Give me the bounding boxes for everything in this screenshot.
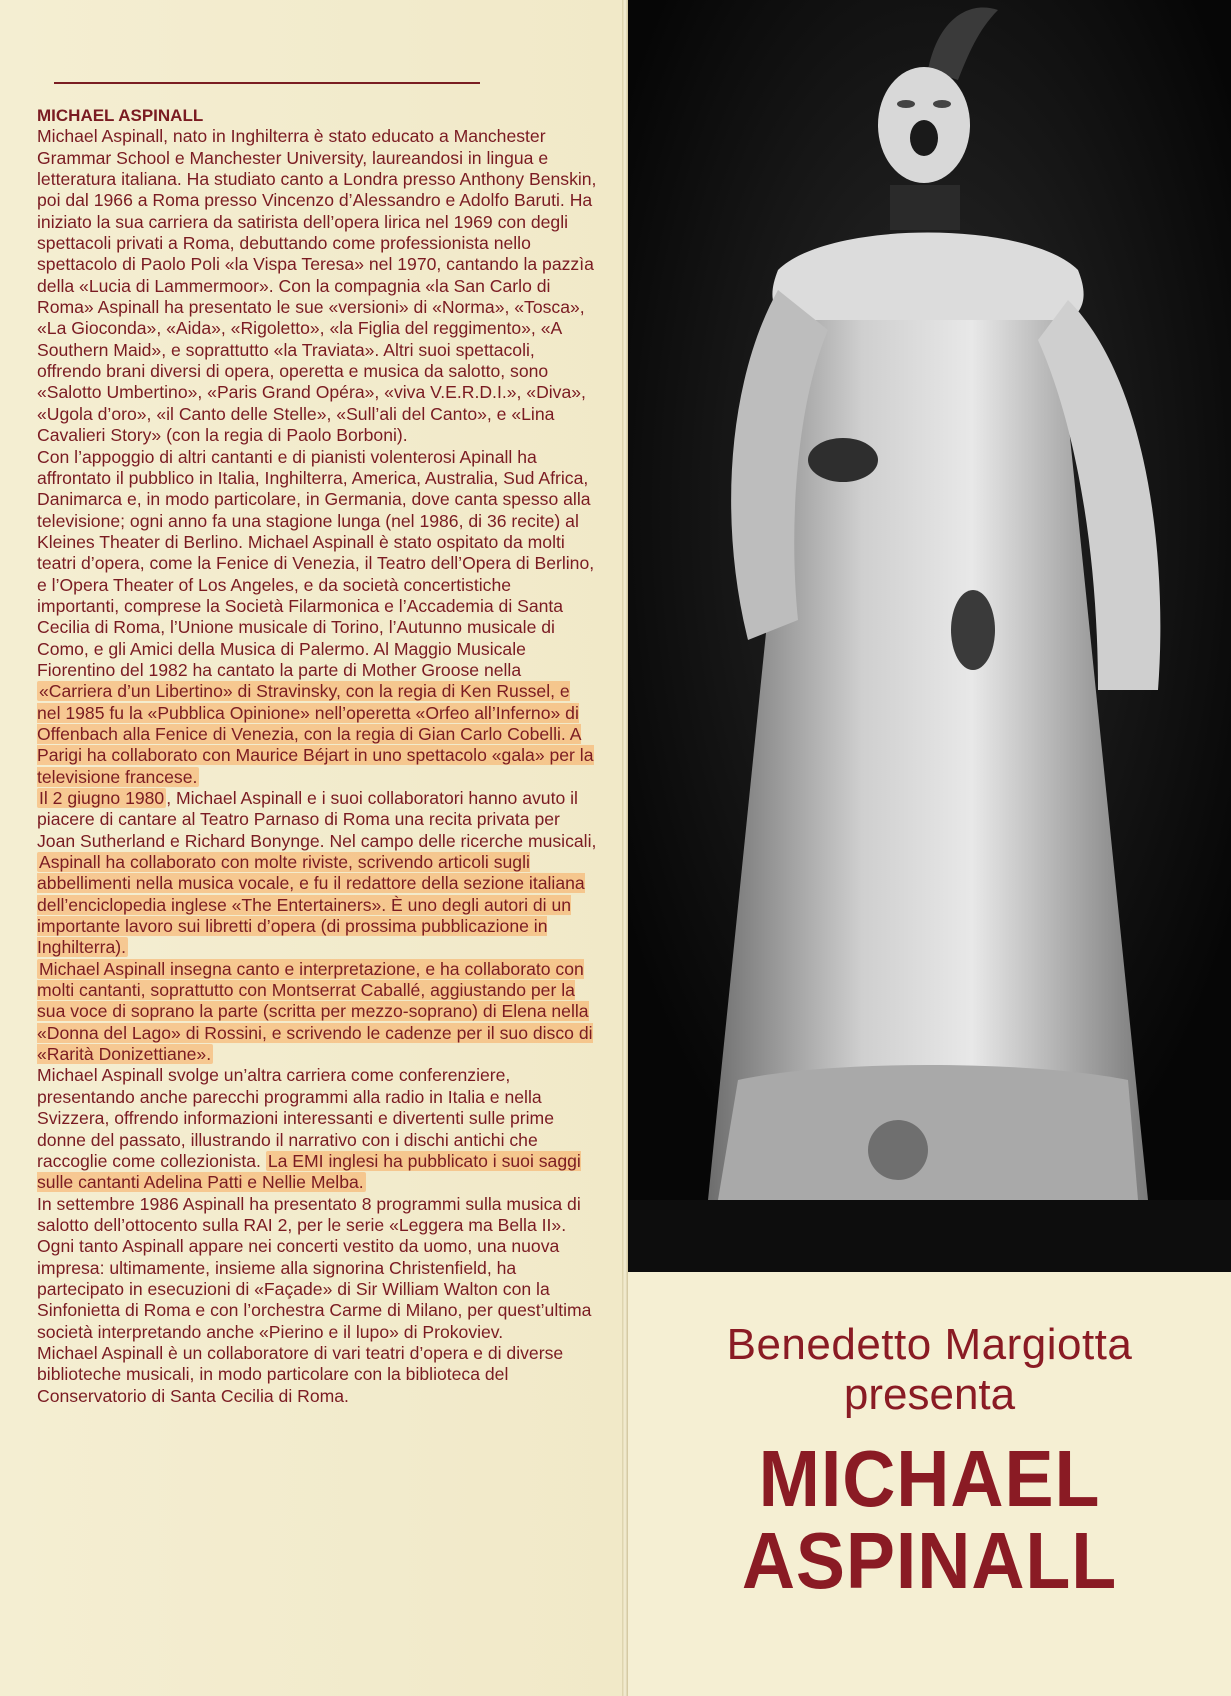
biography-paragraph	[37, 959, 597, 1066]
biography-paragraph	[37, 1065, 597, 1193]
biography-text	[37, 105, 597, 1407]
biography-paragraph	[37, 126, 597, 446]
biography-paragraph	[37, 1343, 597, 1407]
biography-paragraph	[37, 1194, 597, 1237]
biography-paragraph	[37, 1236, 597, 1343]
cover-panel	[628, 0, 1231, 1696]
biography-paragraph	[37, 788, 597, 959]
paragraph-text: Michael Aspinall svolge un’altra carriera come conferenziere, presentando anche parecchi programmi alla radio in Italia e nella Svizzera, offrendo informazioni interessanti e divertenti sulle prime donne del passato, illustrando il narrativo con i dischi antichi che raccoglie come collezionista.	[37, 1065, 554, 1171]
highlighted-text: Il 2 giugno 1980	[39, 788, 165, 808]
paragraph-text: In settembre 1986 Aspinall ha presentato 8 programmi sulla musica di salotto dell’ottocento sulla RAI 2, per le serie «Leggera ma Bella II».	[37, 1193, 581, 1235]
presenter-name: Benedetto Margiotta	[726, 1320, 1133, 1369]
highlighted-text: Michael Aspinall insegna canto e interpretazione, e ha collaborato con molti cantanti, soprattutto con Montserrat Caballé, aggiustando per la sua voce di soprano la parte (scritta per mezzo-soprano) di Elena nella «Donna del Lago» di Rossini, e scrivendo le cadenze per il suo disco di «Rarità Donizettiane».	[37, 958, 593, 1065]
paragraph-text: Michael Aspinall è un collaboratore di vari teatri d’opera e di diverse biblioteche musicali, in modo particolare con la biblioteca del Conservatorio di Santa Cecilia di Roma.	[37, 1342, 564, 1406]
biography-heading: MICHAEL ASPINALL	[37, 106, 204, 125]
paragraph-text: , Michael Aspinall e i suoi collaboratori hanno avuto il piacere di cantare al Teatro Parnaso di Roma una recita privata per Joan Sutherland e Richard Bonynge. Nel campo delle ricerche musicali,	[37, 788, 597, 851]
highlighted-text: Aspinall ha collaborato con molte riviste, scrivendo articoli sugli abbellimenti nella musica vocale, e fu il redattore della sezione italiana dell’enciclopedia inglese «The Entertainers». È uno degli autori di un importante lavoro sui libretti d’opera (di prossima pubblicazione in Inghilterra).	[37, 852, 585, 958]
performer-name-line2: ASPINALL	[741, 1516, 1118, 1605]
performer-name	[652, 1434, 1207, 1605]
cover-title-block	[628, 1320, 1231, 1605]
highlighted-text: La EMI inglesi ha pubblicato i suoi saggi sulle cantanti Adelina Patti e Nellie Melba.	[37, 1150, 581, 1193]
paragraph-text: Michael Aspinall, nato in Inghilterra è stato educato a Manchester Grammar School e Manchester University, laureandosi in lingua e letteratura italiana. Ha studiato canto a Londra presso Anthony Benskin, poi dal 1966 a Roma presso Vincenzo d’Alessandro e Adolfo Baruti. Ha iniziato la sua carriera da satirista dell’opera lirica nel 1969 con degli spettacoli privati a Roma, debuttando come professionista nello spettacolo di Paolo Poli «la Vispa Teresa» nel 1970, cantando la pazzìa della «Lucia di Lammermoor». Con la compagnia «la San Carlo di Roma» Aspinall ha presentato le sue «versioni» di «Norma», «Tosca», «La Gioconda», «Aida», «Rigoletto», «la Figlia del reggimento», «A Southern Maid», e soprattutto «la Traviata». Altri suoi spettacoli, offrendo brani diversi di opera, operetta e musica da salotto, sono «Salotto Umbertino», «Paris Grand Opéra», «viva V.E.R.D.I.», «Diva», «Ugola d’oro», «il Canto delle Stelle», «Sull’ali del Canto», e «Lina Cavalieri Story» (con la regia di Paolo Borboni).	[37, 126, 597, 446]
performer-photo	[628, 0, 1231, 1272]
paragraph-text: Ogni tanto Aspinall appare nei concerti vestito da uomo, una nuova impresa: ultimamente, insieme alla signorina Christenfield, ha partecipato in esecuzioni di «Façade» di Sir William Walton con la Sinfonietta di Roma e con l’orchestra Carme di Milano, per quest’ultima società interpretando anche «Pierino e il lupo» di Prokoviev.	[37, 1236, 592, 1342]
top-rule	[54, 82, 480, 84]
presenta-word: presenta	[843, 1370, 1016, 1419]
biography-paragraph	[37, 447, 597, 789]
performer-name-line1: MICHAEL	[758, 1434, 1101, 1523]
performer-silhouette	[628, 0, 1231, 1272]
paragraph-text: Con l’appoggio di altri cantanti e di pianisti volenterosi Apinall ha affrontato il pubblico in Italia, Inghilterra, America, Australia, Sud Africa, Danimarca e, in modo particolare, in Germania, dove canta spesso alla televisione; ogni anno fa una stagione lunga (nel 1986, di 36 recite) al Kleines Theater di Berlino. Michael Aspinall è stato ospitato da molti teatri d’opera, come la Fenice di Venezia, il Teatro dell’Opera di Berlino, e l’Opera Theater of Los Angeles, e da società concertistiche importanti, comprese la Società Filarmonica e l’Accademia di Santa Cecilia di Roma, l’Unione musicale di Torino, l’Autunno musicale di Como, e gli Amici della Musica di Palermo. Al Maggio Musicale Fiorentino del 1982 ha cantato la parte di Mother Groose nella	[37, 446, 595, 680]
highlighted-text: «Carriera d’un Libertino» di Stravinsky, con la regia di Ken Russel, e nel 1985 fu la «Pubblica Opinione» nell’operetta «Orfeo all’Inferno» di Offenbach alla Fenice di Venezia, con la regia di Gian Carlo Cobelli. A Parigi ha collaborato con Maurice Béjart in uno spettacolo «gala» per la televisione francese.	[37, 681, 594, 787]
